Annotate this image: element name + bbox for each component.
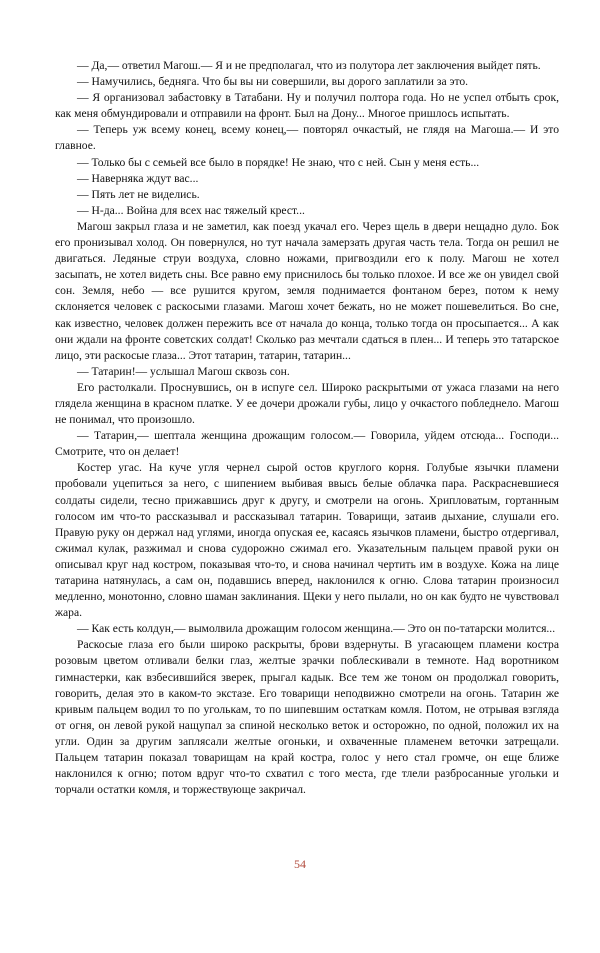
paragraph: — Да,— ответил Магош.— Я и не предполагал, что из полутора лет заключения выйдет пять. (77, 59, 541, 72)
paragraph: — Я организовал забастовку в Татабани. Ну и получил полтора года. Но не успел отбыть срок, как меня обмундировали и отправили на фронт. Был на Дону... Многое пришлось испытать. (55, 91, 559, 121)
paragraph: Магош закрыл глаза и не заметил, как поезд укачал его. Через щель в двери нещадно дуло. Бок его пронизывал холод. Он повернулся, но тут начала замерзать другая часть тела. Тогда он решил не двигаться. Ледяные струи воздуха, словно ножами, пригвоздили его к полу. Магош не хотел засыпать, не хотел видеть сны. Все равно ему приснилось бы только плохое. И все же он увидел свой сон. Земля, небо — все рушится кругом, земля поднимается фонтаном берез, потом к нему склоняется человек с раскосыми глазами. Магош хочет бежать, но не может пошевелиться. Во сне, как известно, человек должен пережить все от начала до конца, только тогда он просыпается... А как они ждали на фронте советских солдат! Сколько раз мечтали сдаться в плен... И теперь это татарское лицо, эти раскосые глаза... Этот татарин, татарин, татарин... (55, 219, 559, 362)
paragraph: Костер угас. На куче угля чернел сырой остов круглого корня. Голубые язычки пламени пробовали уцепиться за него, с шипением выбивая ввысь белые облачка пара. Раскрасневшиеся солдаты сидели, тесно прижавшись друг к другу, и смотрели на огонь. Хрипловатым, гортанным голосом им что-то рассказывал и рассказывал татарин. Товарищи, затаив дыхание, слушали его. Правую руку он держал над углями, иногда опуская ее, касаясь язычков пламени, быстро отдергивал, сжимал кулак, разжимал и снова судорожно сжимал его. Указательным пальцем правой руки он описывал круг над костром, показывая что-то, и снова начинал чертить им в воздухе. Кожа на лице татарина натянулась, а сам он, подавшись вперед, наклонился к огню. Слова татарин произносил медленно, монотонно, словно шаман заклинания. Щеки у него пылали, но он как будто не чувствовал жара. (55, 461, 559, 620)
paragraph: — Пять лет не виделись. (77, 187, 200, 201)
paragraph: — Татарин,— шептала женщина дрожащим голосом.— Говорила, уйдем отсюда... Господи... Смотрите, что он делает! (55, 429, 559, 459)
paragraph: — Н-да... Война для всех нас тяжелый крест... (77, 203, 305, 217)
paragraph: Его растолкали. Проснувшись, он в испуге сел. Широко раскрытыми от ужаса глазами на него глядела женщина в красном платке. У ее дочери дрожали губы, лицо у очкастого побледнело. Магош не понимал, что произошло. (55, 380, 559, 427)
paragraph: Раскосые глаза его были широко раскрыты, брови вздернуты. В угасающем пламени костра розовым цветом отливали белки глаз, желтые зрачки поблескивали в темноте. Над воротником гимнастерки, как взбесившийся зверек, прыгал кадык. Все тем же тоном он продолжал говорить, говорить, делая это в каком-то экстазе. Его товарищи неподвижно смотрели на огонь. Татарин же кривым пальцем водил то по уголькам, то по шипевшим остаткам комля. Потом, не отрывая взгляда от огня, он левой рукой нащупал за спиной несколько веток и осторожно, по одной, положил их на угли. Один за другим заплясали желтые огоньки, и охваченные пламенем веточки затрещали. Пальцем татарин показал товарищам на край костра, голос у него стал громче, он еще ближе наклонился к огню; потом вдруг что-то схватил с того места, где тлели разбросанные угольки и торчали остатки комля, и торжествующе закричал. (55, 638, 559, 797)
paragraph: — Как есть колдун,— вымолвила дрожащим голосом женщина.— Это он по-татарски молится... (77, 622, 556, 636)
page-number: 54 (294, 857, 306, 871)
paragraph: — Только бы с семьей все было в порядке! Не знаю, что с ней. Сын у меня есть... (77, 155, 480, 169)
paragraph: — Татарин!— услышал Магош сквозь сон. (77, 364, 290, 378)
paragraph: — Теперь уж всему конец, всему конец,— повторял очкастый, не глядя на Магоша.— И это главное. (55, 123, 559, 153)
paragraph: — Наверняка ждут вас... (77, 171, 199, 185)
paragraph: — Намучились, бедняга. Что бы вы ни совершили, вы дорого заплатили за это. (77, 75, 469, 89)
body-text (55, 58, 559, 798)
